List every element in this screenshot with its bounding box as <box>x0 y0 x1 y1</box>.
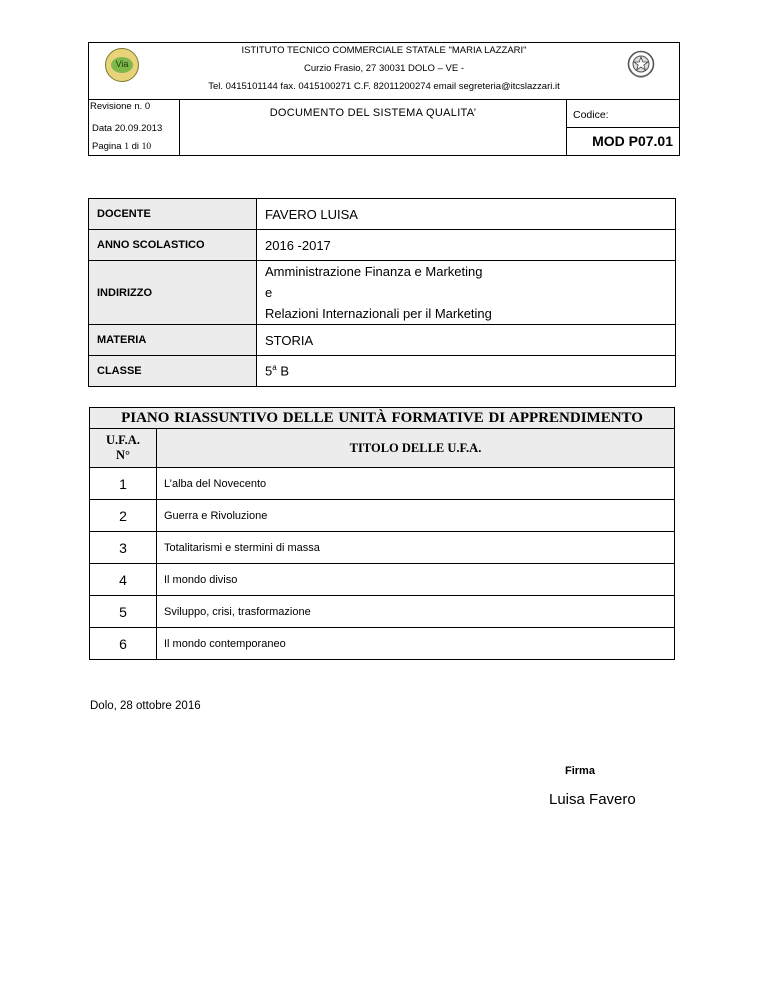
header-institute-block <box>89 43 679 100</box>
institute-contacts: Tel. 0415101144 fax. 0415100271 C.F. 82011200274 email segreteria@itcslazzari.it <box>208 81 560 92</box>
ufa-number: 5 <box>90 596 157 628</box>
indirizzo-line-2: e <box>265 285 273 300</box>
ufa-header-row <box>90 429 675 468</box>
header-revision-cell <box>89 99 180 155</box>
ufa-number-header <box>90 429 157 468</box>
indirizzo-label: INDIRIZZO <box>89 261 257 325</box>
ufa-title-row <box>90 408 675 429</box>
info-row-materia <box>89 325 676 356</box>
page-indicator <box>92 141 151 152</box>
classe-letter: B <box>280 363 289 379</box>
signature-name: Luisa Favero <box>549 791 636 808</box>
info-row-anno <box>89 230 676 261</box>
info-row-classe <box>89 356 676 387</box>
table-row <box>90 628 675 660</box>
document-system-title: DOCUMENTO DEL SISTEMA QUALITA’ <box>269 107 477 119</box>
docente-value: FAVERO LUISA <box>257 199 676 230</box>
table-row <box>90 532 675 564</box>
institute-address: Curzio Frasio, 27 30031 DOLO – VE - <box>304 63 464 74</box>
info-row-indirizzo <box>89 261 676 325</box>
ufa-title: Guerra e Rivoluzione <box>157 500 675 532</box>
ufa-number-header-line-2: N° <box>115 448 131 462</box>
ufa-plan-title: PIANO RIASSUNTIVO DELLE UNITÀ FORMATIVE DI APPRENDIMENTO <box>90 408 675 429</box>
revision-date: Data 20.09.2013 <box>92 123 163 134</box>
classe-number: 5 <box>265 363 273 379</box>
school-logo-text: Via <box>115 59 129 69</box>
institute-name: ISTITUTO TECNICO COMMERCIALE STATALE "MARIA LAZZARI" <box>241 45 527 56</box>
ufa-number: 1 <box>90 468 157 500</box>
document-code: MOD P07.01 <box>592 133 673 149</box>
ufa-title: L’alba del Novecento <box>157 468 675 500</box>
indirizzo-line-1: Amministrazione Finanza e Marketing <box>265 264 483 279</box>
ufa-title: Totalitarismi e stermini di massa <box>157 532 675 564</box>
ufa-number: 3 <box>90 532 157 564</box>
materia-value: STORIA <box>257 325 676 356</box>
table-row <box>90 564 675 596</box>
anno-value: 2016 -2017 <box>257 230 676 261</box>
ufa-title: Il mondo diviso <box>157 564 675 596</box>
classe-label: CLASSE <box>89 356 257 387</box>
ufa-title: Sviluppo, crisi, trasformazione <box>157 596 675 628</box>
ufa-title-header: TITOLO DELLE U.F.A. <box>157 429 675 468</box>
italian-republic-emblem-icon <box>627 49 655 79</box>
info-row-docente <box>89 199 676 230</box>
ufa-summary-table <box>89 407 675 660</box>
table-row <box>90 500 675 532</box>
page-number: 1 <box>124 142 129 152</box>
document-header <box>88 42 680 156</box>
header-title-cell <box>180 99 567 155</box>
signature-label: Firma <box>565 765 595 777</box>
ufa-number: 4 <box>90 564 157 596</box>
code-label: Codice: <box>573 109 609 121</box>
table-row <box>90 596 675 628</box>
indirizzo-value <box>257 261 676 325</box>
page-total: 10 <box>141 142 152 152</box>
classe-superscript: a <box>272 363 277 373</box>
ufa-number: 2 <box>90 500 157 532</box>
table-row <box>90 468 675 500</box>
ufa-title: Il mondo contemporaneo <box>157 628 675 660</box>
docente-label: DOCENTE <box>89 199 257 230</box>
place-and-date: Dolo, 28 ottobre 2016 <box>90 700 201 712</box>
page-of-label: di <box>131 141 140 152</box>
materia-label: MATERIA <box>89 325 257 356</box>
classe-value <box>257 356 676 387</box>
page-label: Pagina <box>92 141 122 152</box>
teacher-info-table <box>88 198 676 387</box>
anno-label: ANNO SCOLASTICO <box>89 230 257 261</box>
indirizzo-line-3: Relazioni Internazionali per il Marketing <box>265 306 492 321</box>
ufa-number: 6 <box>90 628 157 660</box>
header-code-cell <box>567 99 679 155</box>
ufa-number-header-line-1: U.F.A. <box>106 433 140 447</box>
revision-number: Revisione n. 0 <box>90 101 151 112</box>
